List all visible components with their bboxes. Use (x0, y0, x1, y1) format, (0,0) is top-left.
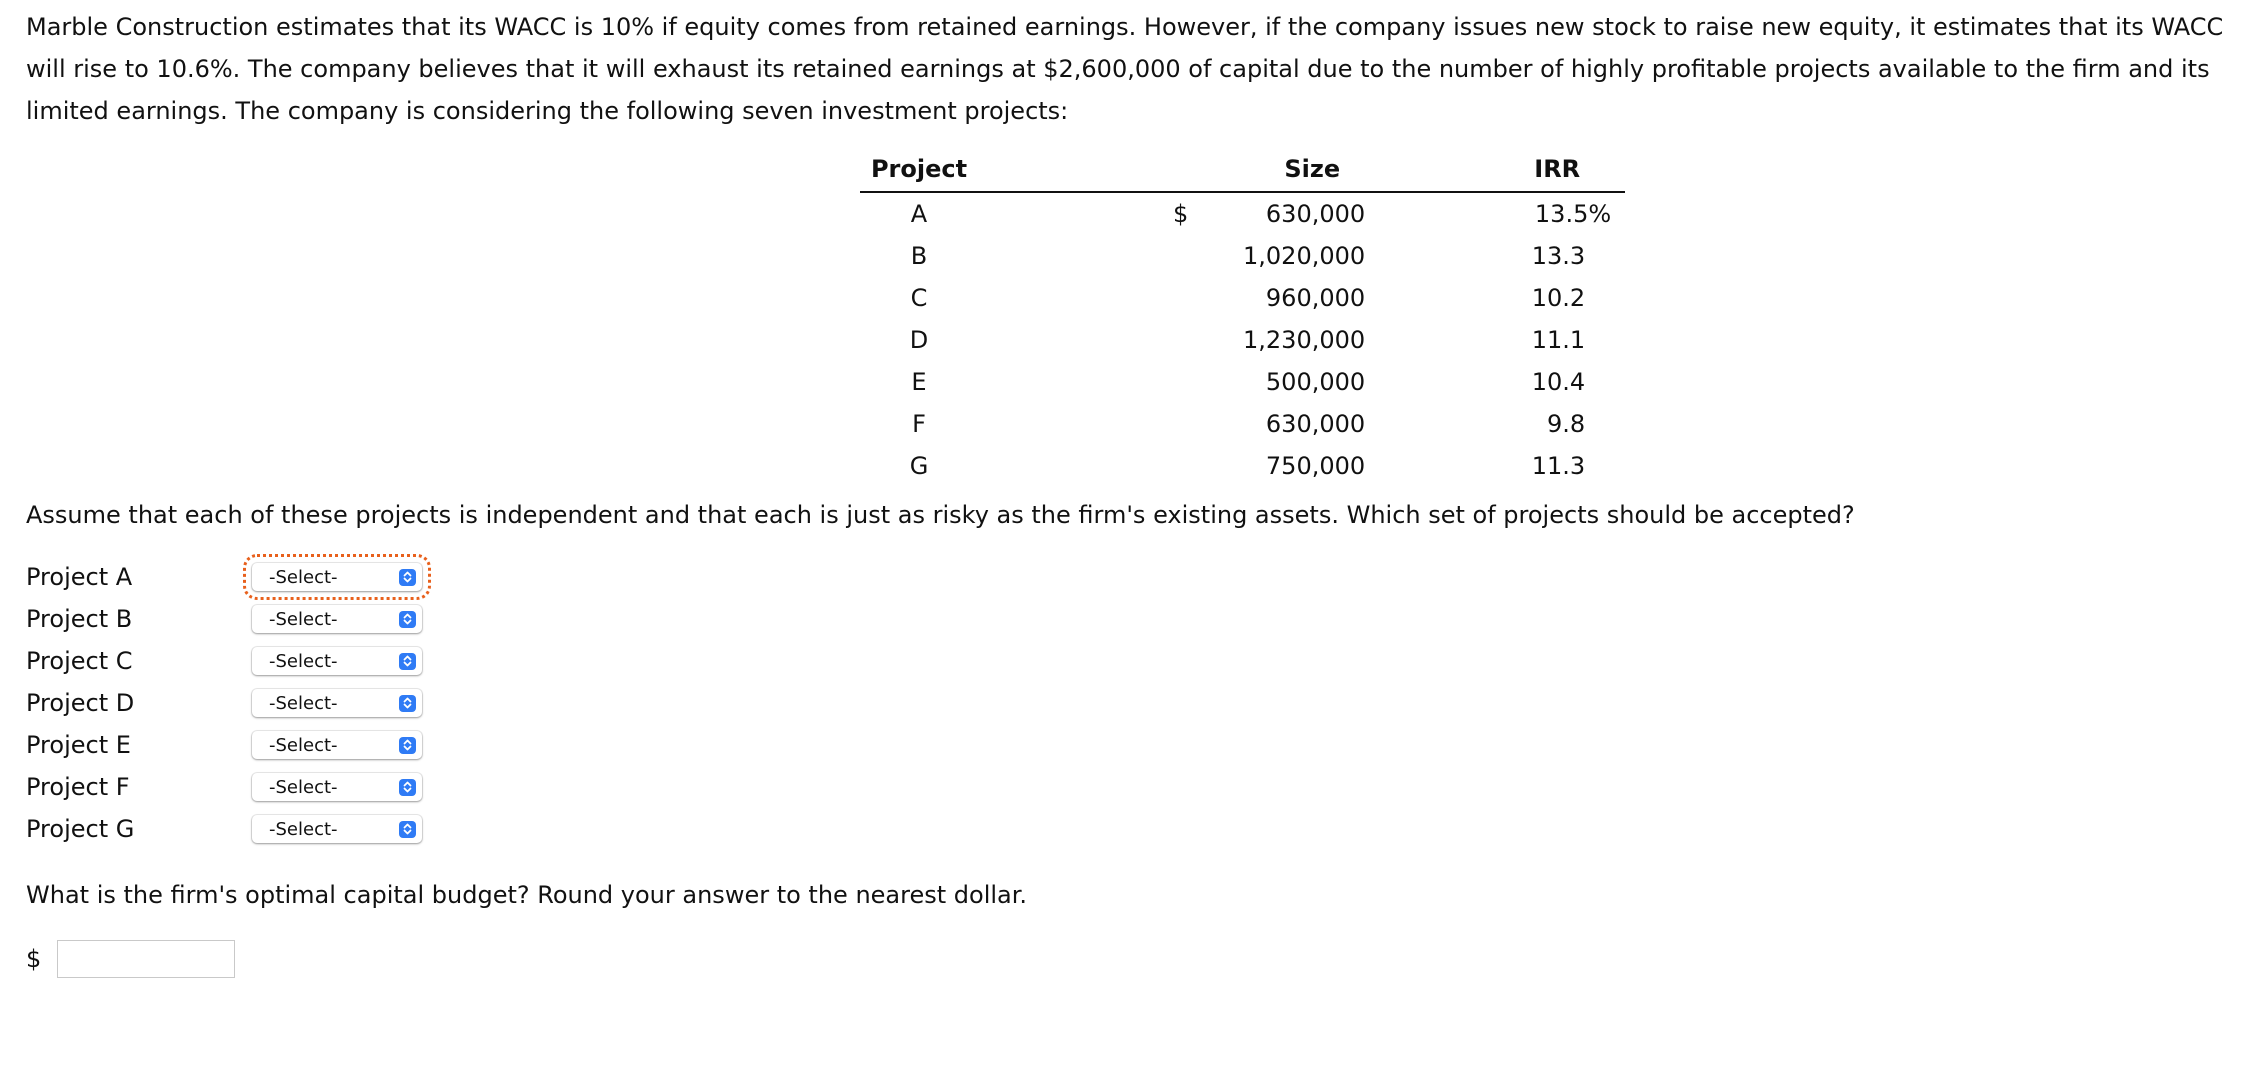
select-label: Project C (26, 647, 133, 675)
irr-cell: 10.4 (1531, 368, 1586, 396)
project-c-select[interactable] (252, 647, 422, 675)
budget-question: What is the firm's optimal capital budget? Round your answer to the nearest dollar. (26, 881, 1028, 909)
select-row-e (26, 724, 422, 766)
project-d-select[interactable] (252, 689, 422, 717)
chevron-updown-icon (399, 611, 416, 628)
select-value: -Select- (269, 608, 338, 630)
project-cell: B (910, 242, 928, 270)
table-row (860, 319, 1625, 361)
table-row (860, 235, 1625, 277)
capital-budget-input[interactable] (57, 940, 235, 978)
project-cell: C (910, 284, 928, 312)
select-value: -Select- (269, 692, 338, 714)
table-row (860, 277, 1625, 319)
currency-symbol: $ (1173, 200, 1189, 228)
select-row-d (26, 682, 422, 724)
irr-cell: 13.5% (1534, 200, 1612, 228)
table-row (860, 403, 1625, 445)
chevron-updown-icon (399, 653, 416, 670)
size-cell: 630,000 (1265, 410, 1366, 438)
answer-currency-symbol: $ (26, 945, 42, 973)
header-irr: IRR (1534, 155, 1581, 183)
select-label: Project E (26, 731, 131, 759)
select-row-g (26, 808, 422, 850)
select-value: -Select- (269, 734, 338, 756)
project-g-select[interactable] (252, 815, 422, 843)
irr-cell: 11.3 (1531, 452, 1586, 480)
project-a-select[interactable] (252, 563, 422, 591)
irr-cell: 13.3 (1531, 242, 1586, 270)
select-label: Project F (26, 773, 130, 801)
chevron-updown-icon (399, 821, 416, 838)
table-row (860, 361, 1625, 403)
select-row-b (26, 598, 422, 640)
intro-paragraph: Marble Construction estimates that its WACC is 10% if equity comes from retained earnings. However, if the company issues new stock to raise new equity, it estimates that its WACC will rise to 10.6%. The company believes that it will exhaust its retained earnings at $2,600,000 of capital due to the number of highly profitable projects available to the firm and its limited earnings. The company is considering the following seven investment projects: (26, 13, 2224, 125)
select-row-a (26, 556, 422, 598)
irr-cell: 9.8 (1546, 410, 1586, 438)
project-cell: F (912, 410, 926, 438)
select-label: Project G (26, 815, 135, 843)
size-cell: 1,230,000 (1243, 326, 1366, 354)
select-value: -Select- (269, 818, 338, 840)
project-selects (26, 556, 422, 850)
table-row (860, 192, 1625, 235)
select-value: -Select- (269, 566, 338, 588)
table-row (860, 445, 1625, 487)
size-cell: 750,000 (1265, 452, 1366, 480)
project-cell: D (909, 326, 929, 354)
size-cell: 500,000 (1265, 368, 1366, 396)
project-cell: G (909, 452, 929, 480)
header-project: Project (870, 155, 968, 183)
select-value: -Select- (269, 776, 338, 798)
select-label: Project B (26, 605, 133, 633)
irr-cell: 11.1 (1531, 326, 1586, 354)
project-b-select[interactable] (252, 605, 422, 633)
irr-cell: 10.2 (1531, 284, 1586, 312)
chevron-updown-icon (399, 695, 416, 712)
table-header-row (860, 155, 1625, 192)
select-label: Project D (26, 689, 135, 717)
size-cell: 630,000 (1265, 200, 1366, 228)
chevron-updown-icon (399, 779, 416, 796)
chevron-updown-icon (399, 569, 416, 586)
chevron-updown-icon (399, 737, 416, 754)
size-cell: 960,000 (1265, 284, 1366, 312)
select-row-c (26, 640, 422, 682)
size-cell: 1,020,000 (1243, 242, 1366, 270)
project-e-select[interactable] (252, 731, 422, 759)
project-f-select[interactable] (252, 773, 422, 801)
project-cell: A (910, 200, 928, 228)
select-value: -Select- (269, 650, 338, 672)
question-text: Assume that each of these projects is independent and that each is just as risky as the firm's existing assets. Which set of projects should be accepted? (26, 501, 1855, 529)
answer-row (26, 940, 235, 978)
header-size: Size (1284, 155, 1341, 183)
select-label: Project A (26, 563, 133, 591)
project-cell: E (911, 368, 927, 396)
select-row-f (26, 766, 422, 808)
projects-table (860, 155, 1625, 487)
